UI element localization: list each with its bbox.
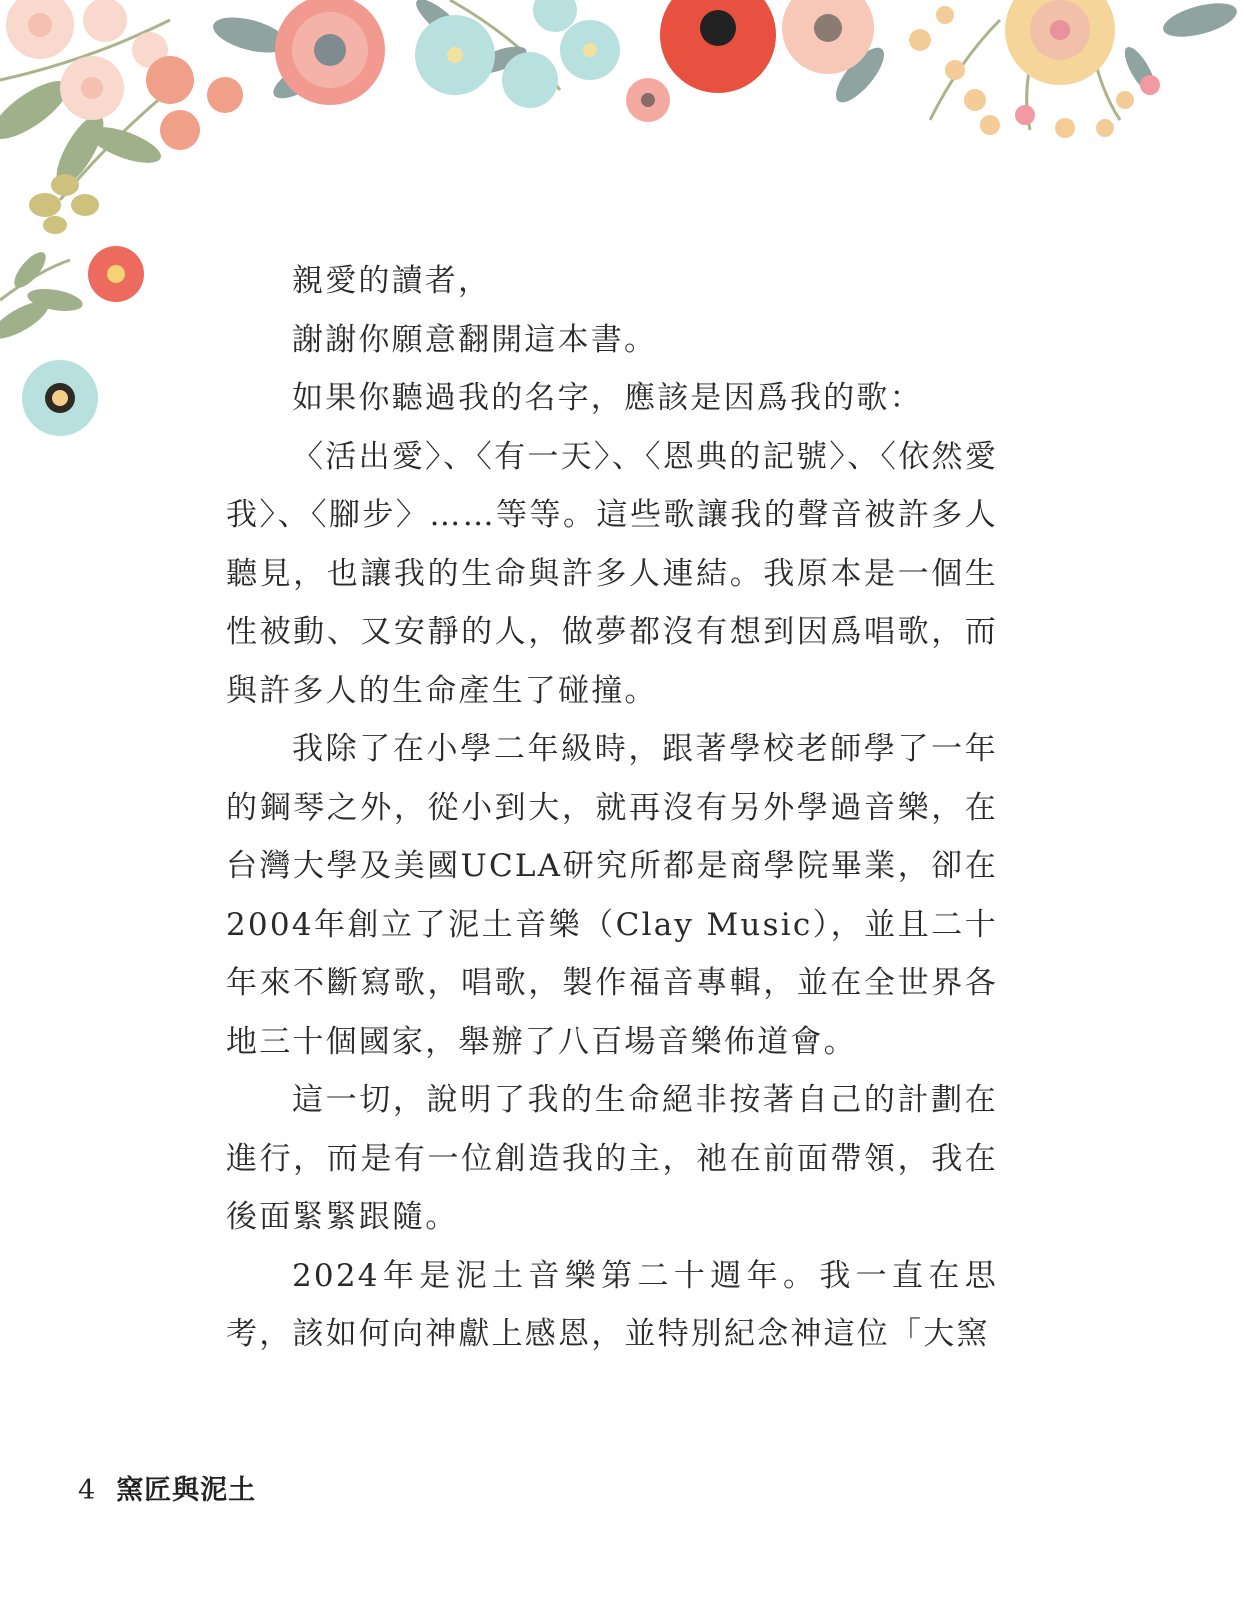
page-footer — [78, 1468, 256, 1507]
flower-coral — [146, 56, 243, 150]
letter-paragraph: 2024年是泥土音樂第二十週年。我一直在思考，該如何向神獻上感恩，並特別紀念神這位「大窯 — [226, 1257, 998, 1352]
letter-paragraph: 謝謝你願意翻開這本書。 — [292, 321, 658, 358]
letter-body — [226, 252, 998, 1364]
letter-greeting: 親愛的讀者， — [292, 263, 492, 299]
letter-paragraph: 如果你聽過我的名字，應該是因爲我的歌： — [292, 380, 923, 416]
page-number: 4 — [78, 1475, 97, 1506]
letter-paragraph: 我除了在小學二年級時，跟著學校老師學了一年的鋼琴之外，從小到大，就再沒有另外學過音樂，在台灣大學及美國UCLA研究所都是商學院畢業，卻在2004年創立了泥土音樂（Clay Music），並且二十年來不斷寫歌，唱歌，製作福音專輯，並在全世界各地三十個國家，舉辦了八百場音樂佈道會。 — [226, 731, 998, 1060]
flower-small-pink — [626, 78, 670, 122]
letter-paragraph-songs: 〈活出愛〉、〈有一天〉、〈恩典的記號〉、〈依然愛我〉、〈腳步〉……等等。這些歌讓我的聲音被許多人聽見，也讓我的生命與許多人連結。我原本是一個生性被動、又安靜的人，做夢都沒有想到因爲唱歌，而與許多人的生命產生了碰撞。 — [226, 438, 998, 709]
flower-rose — [275, 0, 385, 105]
berries-olive — [29, 174, 99, 234]
flower-poppy — [660, 0, 776, 93]
flower-red-small — [88, 246, 144, 302]
letter-paragraph: 這一切，說明了我的生命絕非按著自己的計劃在進行，而是有一位創造我的主，祂在前面帶領，我在後面緊緊跟隨。 — [226, 1082, 998, 1235]
book-title: 窯匠與泥土 — [116, 1475, 257, 1506]
